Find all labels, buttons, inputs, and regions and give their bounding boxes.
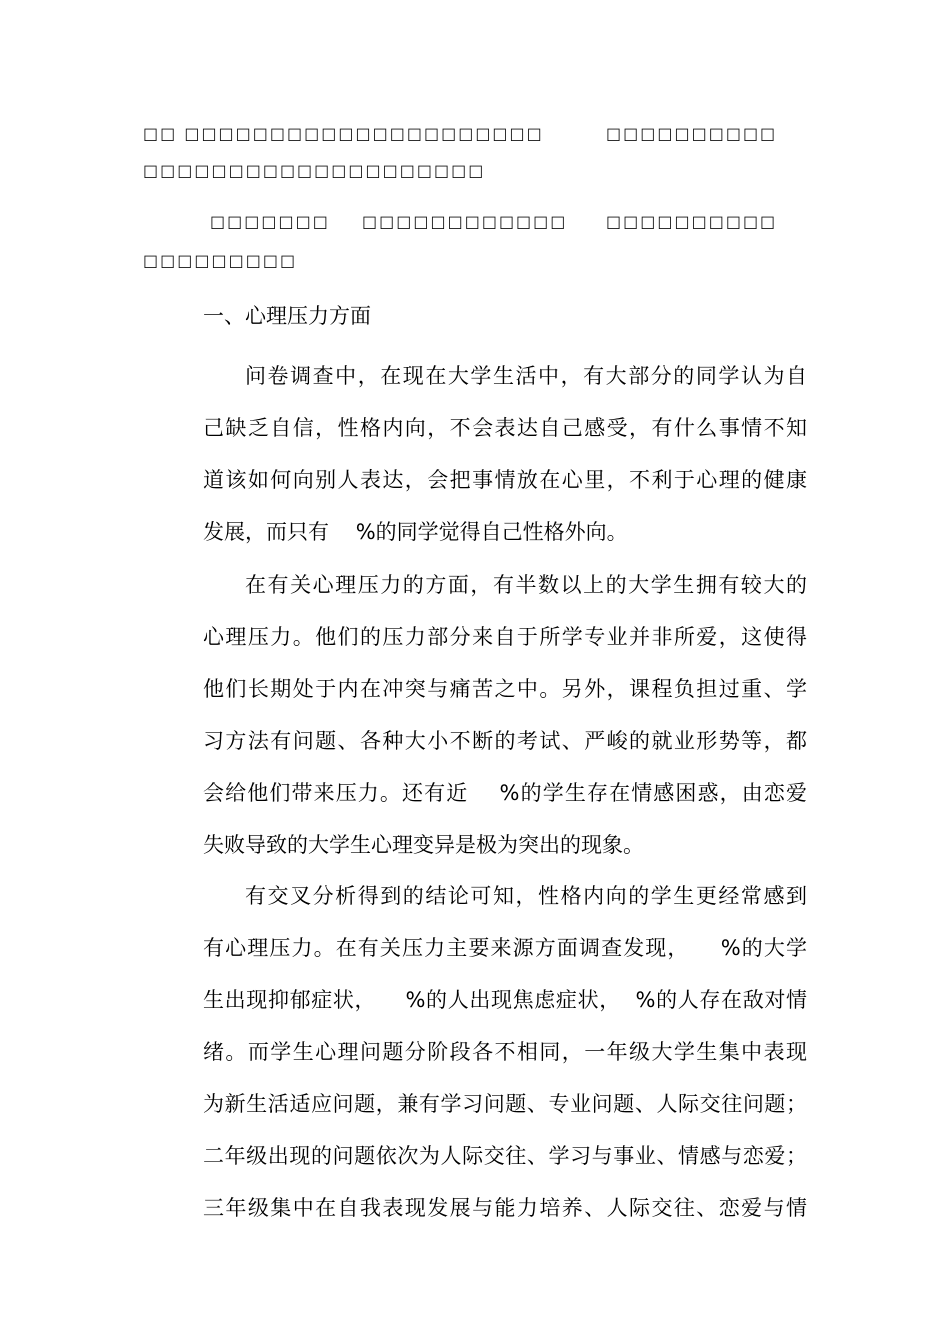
- garbled-line-4: □□□□□□□: [210, 212, 330, 231]
- section-heading: 一、心理压力方面: [203, 304, 371, 328]
- paragraph-line: 二年级出现的问题依次为人际交往、学习与事业、情感与恋爱；: [203, 1144, 807, 1168]
- paragraph-line: 有心理压力。在有关压力主要来源方面调查发现， %的大学: [203, 936, 807, 960]
- garbled-line-2: □□□□□□□□□□: [606, 124, 778, 143]
- garbled-line-5: □□□□□□□□□□□□: [362, 212, 568, 231]
- garbled-line-7: □□□□□□□□□: [143, 251, 298, 270]
- paragraph-line: 他们长期处于内在冲突与痛苦之中。另外，课程负担过重、学: [203, 677, 807, 701]
- paragraph-line: 失败导致的大学生心理变异是极为突出的现象。: [203, 833, 644, 857]
- paragraph-line: 问卷调查中，在现在大学生活中，有大部分的同学认为自: [245, 364, 807, 388]
- paragraph-line: 为新生活适应问题，兼有学习问题、专业问题、人际交往问题；: [203, 1092, 807, 1116]
- paragraph-line: 生出现抑郁症状， %的人出现焦虑症状， %的人存在敌对情: [203, 988, 807, 1012]
- paragraph-line: 有交叉分析得到的结论可知，性格内向的学生更经常感到: [245, 884, 807, 908]
- paragraph-3: [203, 870, 807, 1234]
- paragraph-line: 心理压力。他们的压力部分来自于所学专业并非所爱，这使得: [203, 625, 807, 649]
- paragraph-line: 在有关心理压力的方面，有半数以上的大学生拥有较大的: [245, 573, 807, 597]
- paragraph-line: 会给他们带来压力。还有近 %的学生存在情感困惑，由恋爱: [203, 781, 807, 805]
- paragraph-line: 道该如何向别人表达，会把事情放在心里，不利于心理的健康: [203, 468, 807, 492]
- paragraph-line: 发展，而只有 %的同学觉得自己性格外向。: [203, 520, 628, 544]
- paragraph-line: 己缺乏自信，性格内向，不会表达自己感受，有什么事情不知: [203, 416, 807, 440]
- paragraph-line: 绪。而学生心理问题分阶段各不相同，一年级大学生集中表现: [203, 1040, 807, 1064]
- paragraph-line: 三年级集中在自我表现发展与能力培养、人际交往、恋爱与情: [203, 1196, 807, 1220]
- paragraph-line: 习方法有问题、各种大小不断的考试、严峻的就业形势等，都: [203, 729, 807, 753]
- paragraph-1: [203, 350, 807, 558]
- garbled-line-3: □□□□□□□□□□□□□□□□□□□□: [143, 161, 486, 180]
- paragraph-2: [203, 559, 807, 871]
- garbled-line-1: □□ □□□□□□□□□□□□□□□□□□□□□: [143, 124, 544, 143]
- garbled-line-6: □□□□□□□□□□: [606, 212, 778, 231]
